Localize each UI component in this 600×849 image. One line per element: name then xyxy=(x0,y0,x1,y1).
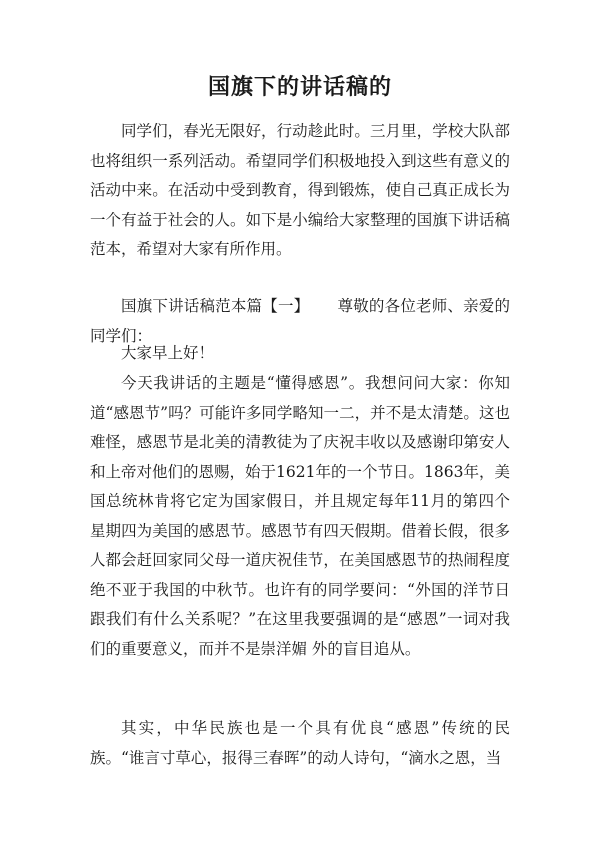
intro-paragraph: 同学们，春光无限好，行动趁此时。三月里，学校大队部也将组织一系列活动。希望同学们积极地投入到这些有意义的活动中来。在活动中受到教育，得到锻炼，使自己真正成长为一个有益于社会的人。如下是小编给大家整理的国旗下讲话稿范本，希望对大家有所作用。 xyxy=(90,122,510,258)
salutation: 尊敬的各位老师、亲爱的同学们： xyxy=(90,297,510,345)
section-heading: 国旗下讲话稿范本篇【一】 xyxy=(121,297,310,315)
document-title: 国旗下的讲话稿的 xyxy=(207,74,392,100)
greeting-paragraph: 大家早上好！ xyxy=(121,344,215,362)
body-paragraph-2: 其实，中华民族也是一个具有优良“感恩”传统的民族。“谁言寸草心，报得三春晖”的动人诗句，“滴水之恩，当 xyxy=(90,719,510,767)
body-paragraph-1: 今天我讲话的主题是“懂得感恩”。我想问问大家：你知道“感恩节”吗？可能许多同学略知一二，并不是太清楚。这也难怪，感恩节是北美的清教徒为了庆祝丰收以及感谢印第安人和上帝对他们的恩赐，始于1621年的一个节日。1863年，美国总统林肯将它定为国家假日，并且规定每年11月的第四个星期四为美国的感恩节。感恩节有四天假期。借着长假，很多人都会赶回家同父母一道庆祝佳节，在美国感恩节的热闹程度绝不亚于我国的中秋节。也许有的同学要问：“外国的洋节日跟我们有什么关系呢？”在这里我要强调的是“感恩”一词对我们的重要意义，而并不是崇洋媚 外的盲目追从。 xyxy=(90,374,510,658)
